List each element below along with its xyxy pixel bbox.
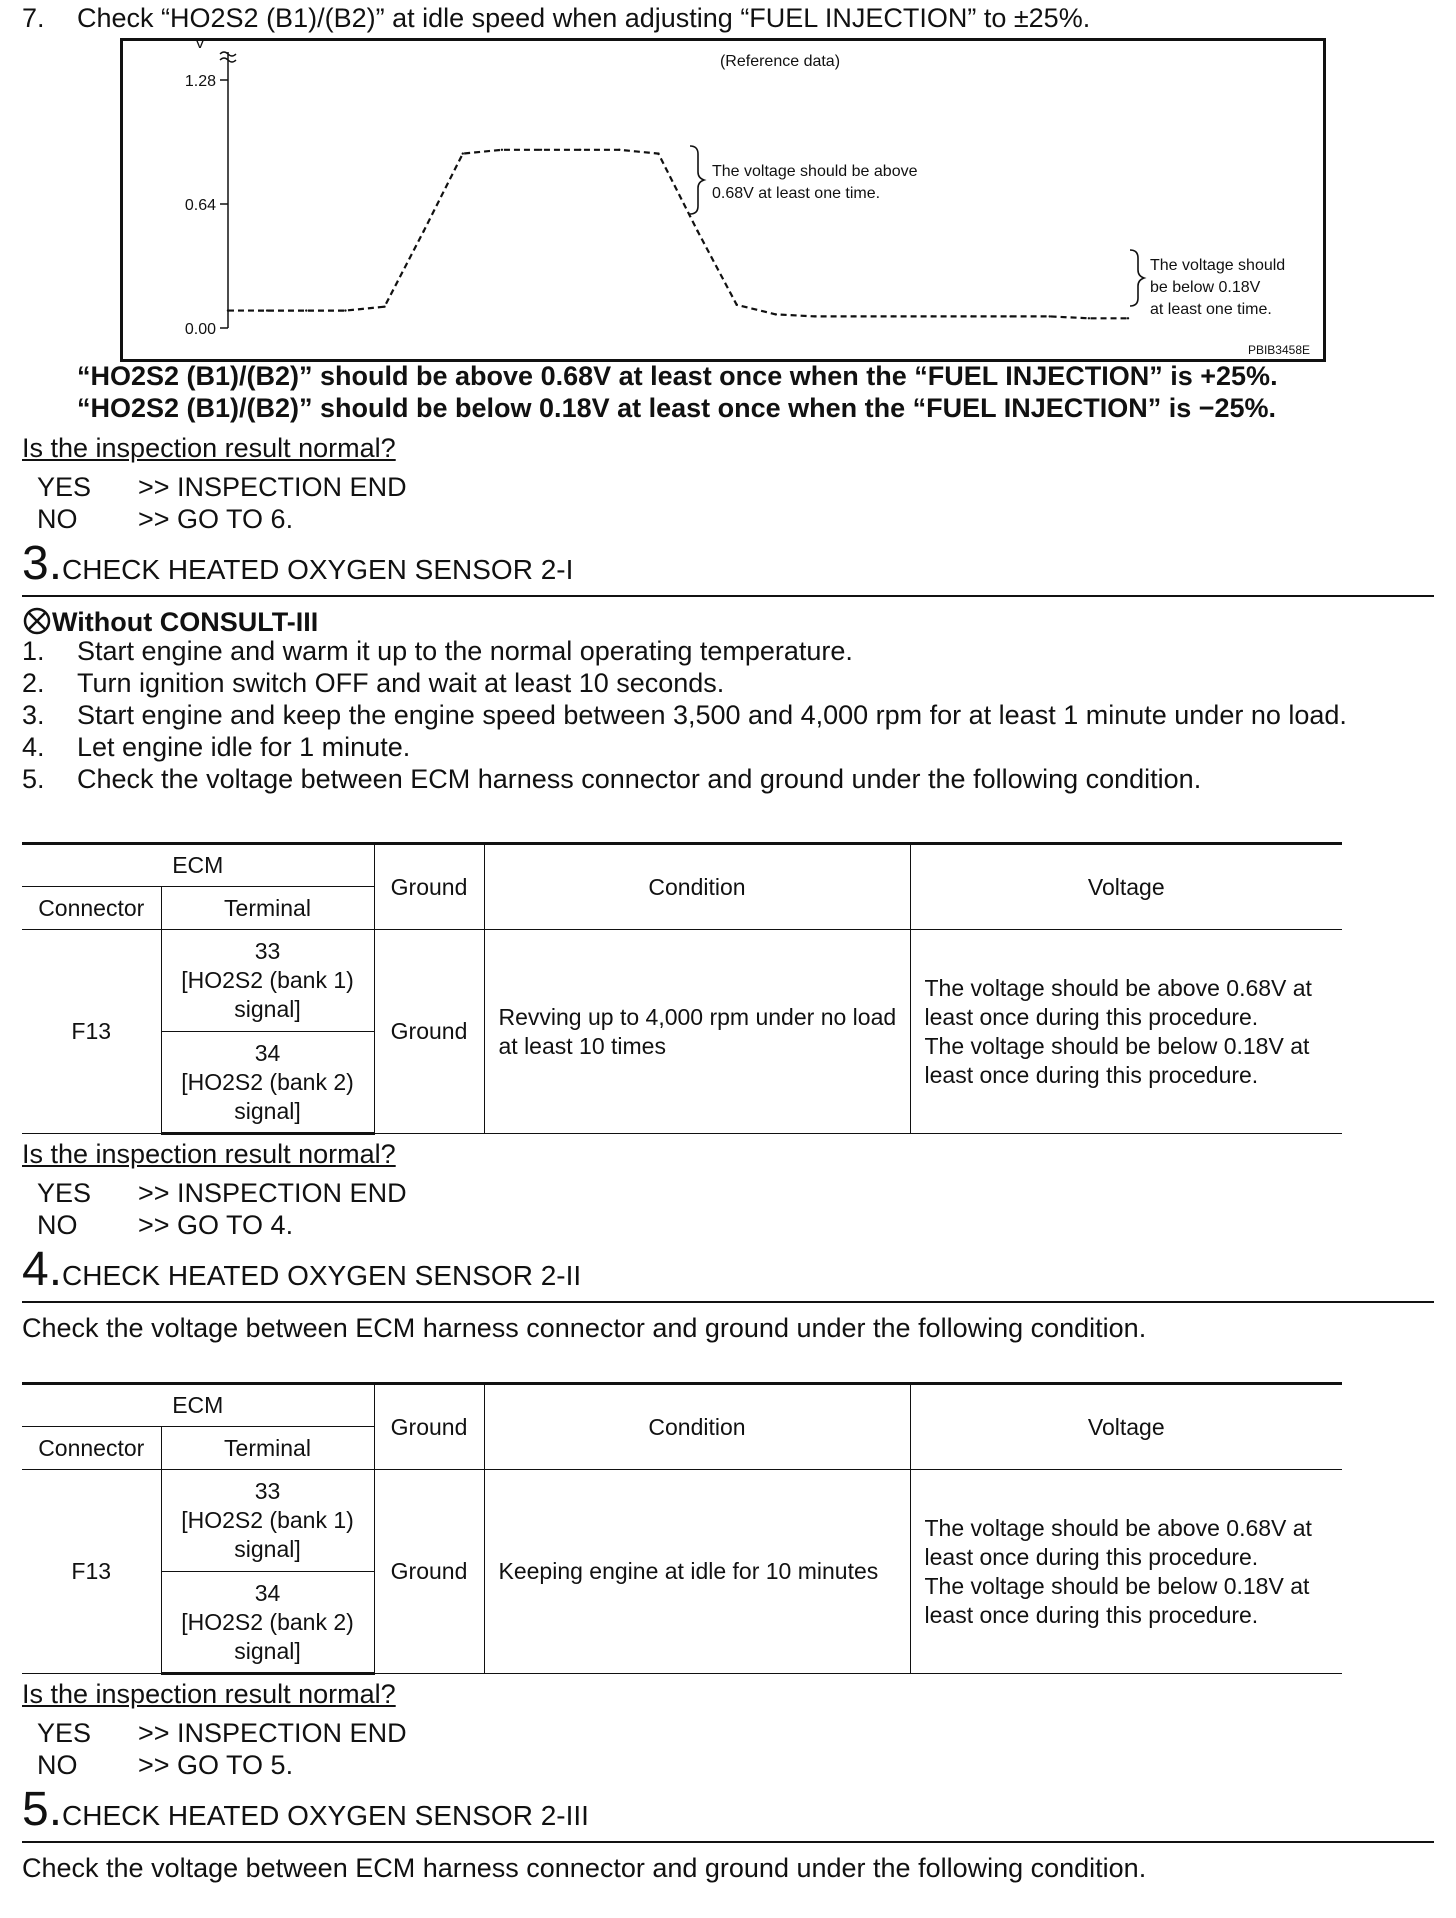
voltage-data-point	[579, 149, 581, 151]
step-heading	[22, 1243, 582, 1296]
voltage-data-point	[383, 306, 385, 308]
header-condition: Condition	[484, 844, 910, 930]
without-consult-label: Without CONSULT-III	[52, 607, 319, 637]
voltage-data-point	[423, 230, 425, 232]
terminal-cell	[161, 1032, 374, 1134]
terminal-number: 34	[254, 1579, 281, 1606]
section-divider	[22, 1301, 1434, 1303]
voltage-cell	[910, 1470, 1342, 1674]
header-condition: Condition	[484, 1384, 910, 1470]
section-divider	[22, 595, 1434, 597]
list-item: Start engine and keep the engine speed between 3,500 and 4,000 rpm for at least 1 minute under no load.	[77, 700, 1347, 730]
header-connector: Connector	[22, 887, 161, 930]
chart-title: (Reference data)	[719, 53, 841, 70]
voltage-data-point	[1009, 315, 1011, 317]
connector-cell: F13	[22, 930, 161, 1134]
header-ecm: ECM	[22, 844, 374, 887]
no-action: >> GO TO 6.	[138, 504, 294, 534]
without-consult-heading	[22, 606, 318, 638]
brace-below	[1130, 250, 1144, 306]
header-ecm: ECM	[22, 1384, 374, 1427]
ground-cell: Ground	[374, 1470, 484, 1674]
annotation-above: The voltage should be above	[712, 163, 918, 180]
header-terminal: Terminal	[161, 887, 374, 930]
voltage-data-point	[1049, 315, 1051, 317]
terminal-signal: [HO2S2 (bank 1)	[181, 967, 354, 993]
note-above: “HO2S2 (B1)/(B2)” should be above 0.68V at least once when the “FUEL INJECTION” is +25%.	[77, 361, 1278, 391]
ground-cell: Ground	[374, 930, 484, 1134]
voltage-data-point	[970, 315, 972, 317]
annotation-above: 0.68V at least one time.	[712, 185, 881, 202]
voltage-line: least once during this procedure.	[924, 1601, 1259, 1628]
step-heading-title: CHECK HEATED OXYGEN SENSOR 2-I	[62, 554, 574, 585]
terminal-signal: [HO2S2 (bank 1)	[181, 1507, 354, 1533]
voltage-line: The voltage should be below 0.18V at	[924, 1032, 1310, 1059]
header-voltage: Voltage	[910, 844, 1342, 930]
voltage-data-point	[657, 152, 659, 154]
yes-action: >> INSPECTION END	[138, 1178, 407, 1208]
y-tick-label: 0.64	[184, 197, 216, 214]
no-consult-icon	[22, 606, 52, 636]
voltage-data-point	[775, 313, 777, 315]
inspection-question: Is the inspection result normal?	[22, 1679, 396, 1709]
list-item: Turn ignition switch OFF and wait at least 10 seconds.	[77, 668, 725, 698]
annotation-below: The voltage should	[1150, 257, 1286, 274]
voltage-data-point	[931, 315, 933, 317]
voltage-data-point	[736, 304, 738, 306]
no-action: >> GO TO 5.	[138, 1750, 294, 1780]
section-divider	[22, 1841, 1434, 1843]
condition-line: Revving up to 4,000 rpm under no load	[498, 1003, 897, 1030]
header-terminal: Terminal	[161, 1427, 374, 1470]
step-heading-title: CHECK HEATED OXYGEN SENSOR 2-II	[62, 1260, 582, 1291]
ecm-voltage-table	[22, 842, 1342, 1135]
voltage-line: least once during this procedure.	[924, 1543, 1259, 1570]
condition-line: at least 10 times	[498, 1032, 666, 1059]
voltage-series-line	[228, 150, 1128, 318]
yes-action: >> INSPECTION END	[138, 472, 407, 502]
header-ground: Ground	[374, 1384, 484, 1470]
y-tick-label: 1.28	[184, 73, 216, 90]
step-instruction: Check “HO2S2 (B1)/(B2)” at idle speed when adjusting “FUEL INJECTION” to ±25%.	[77, 3, 1091, 33]
no-label: NO	[37, 504, 78, 534]
voltage-line: The voltage should be above 0.68V at	[924, 974, 1312, 1001]
list-item: Start engine and warm it up to the normal operating temperature.	[77, 636, 853, 666]
connector-cell: F13	[22, 1470, 161, 1674]
list-item-number: 5.	[22, 764, 45, 794]
terminal-signal: [HO2S2 (bank 2)	[181, 1068, 354, 1095]
no-label: NO	[37, 1750, 78, 1780]
ecm-voltage-table	[22, 1382, 1342, 1675]
voltage-data-point	[305, 309, 307, 311]
voltage-cell	[910, 930, 1342, 1134]
header-connector: Connector	[22, 1427, 161, 1470]
header-ground: Ground	[374, 844, 484, 930]
condition-cell	[484, 930, 910, 1134]
voltage-data-point	[540, 149, 542, 151]
terminal-cell	[161, 930, 374, 1032]
voltage-chart-svg	[120, 38, 1326, 362]
inspection-question: Is the inspection result normal?	[22, 433, 396, 463]
reference-chart	[120, 38, 1326, 362]
voltage-line: least once during this procedure.	[924, 1061, 1259, 1088]
terminal-number: 33	[254, 938, 281, 964]
voltage-data-point	[1127, 317, 1129, 319]
yes-label: YES	[37, 472, 92, 502]
terminal-number: 34	[254, 1039, 281, 1066]
step-heading-number: 4.	[22, 1243, 63, 1296]
step-instruction: Check the voltage between ECM harness connector and ground under the following condition.	[22, 1853, 1147, 1883]
y-axis-label: V	[194, 38, 206, 52]
voltage-data-point	[266, 309, 268, 311]
yes-action: >> INSPECTION END	[138, 1718, 407, 1748]
voltage-data-point	[696, 230, 698, 232]
terminal-signal: signal]	[234, 1536, 301, 1562]
voltage-data-point	[892, 315, 894, 317]
note-below: “HO2S2 (B1)/(B2)” should be below 0.18V at least once when the “FUEL INJECTION” is −25%.	[77, 393, 1277, 423]
voltage-data-point	[344, 309, 346, 311]
voltage-line: The voltage should be below 0.18V at	[924, 1572, 1310, 1599]
terminal-cell	[161, 1470, 374, 1572]
terminal-signal: signal]	[234, 1637, 301, 1664]
terminal-cell	[161, 1572, 374, 1674]
figure-code: PBIB3458E	[1247, 343, 1310, 357]
voltage-line: least once during this procedure.	[924, 1003, 1259, 1030]
annotation-below: be below 0.18V	[1150, 279, 1261, 296]
voltage-data-point	[501, 149, 503, 151]
voltage-line: The voltage should be above 0.68V at	[924, 1514, 1312, 1541]
step-heading-number: 5.	[22, 1783, 63, 1836]
list-item-number: 4.	[22, 732, 45, 762]
step-heading-number: 3.	[22, 537, 63, 590]
terminal-signal: [HO2S2 (bank 2)	[181, 1608, 354, 1635]
terminal-number: 33	[254, 1478, 281, 1504]
step-number: 7.	[22, 3, 45, 33]
yes-label: YES	[37, 1718, 92, 1748]
voltage-data-point	[853, 315, 855, 317]
yes-label: YES	[37, 1178, 92, 1208]
terminal-signal: signal]	[234, 1097, 301, 1124]
list-item-number: 3.	[22, 700, 45, 730]
header-voltage: Voltage	[910, 1384, 1342, 1470]
voltage-data-point	[814, 315, 816, 317]
voltage-data-point	[462, 152, 464, 154]
condition-cell: Keeping engine at idle for 10 minutes	[484, 1470, 910, 1674]
terminal-signal: signal]	[234, 996, 301, 1022]
brace-above	[690, 146, 704, 214]
voltage-data-point	[618, 149, 620, 151]
no-label: NO	[37, 1210, 78, 1240]
step-heading-title: CHECK HEATED OXYGEN SENSOR 2-III	[62, 1800, 589, 1831]
step-heading	[22, 537, 574, 590]
step-instruction: Check the voltage between ECM harness connector and ground under the following condition.	[22, 1313, 1147, 1343]
list-item-number: 1.	[22, 636, 45, 666]
list-item-number: 2.	[22, 668, 45, 698]
list-item: Check the voltage between ECM harness connector and ground under the following condition.	[77, 764, 1202, 794]
voltage-data-point	[1088, 317, 1090, 319]
no-action: >> GO TO 4.	[138, 1210, 294, 1240]
inspection-question: Is the inspection result normal?	[22, 1139, 396, 1169]
annotation-below: at least one time.	[1150, 301, 1272, 318]
list-item: Let engine idle for 1 minute.	[77, 732, 411, 762]
step-heading	[22, 1783, 589, 1836]
y-tick-label: 0.00	[184, 321, 216, 338]
voltage-data-point	[227, 309, 229, 311]
